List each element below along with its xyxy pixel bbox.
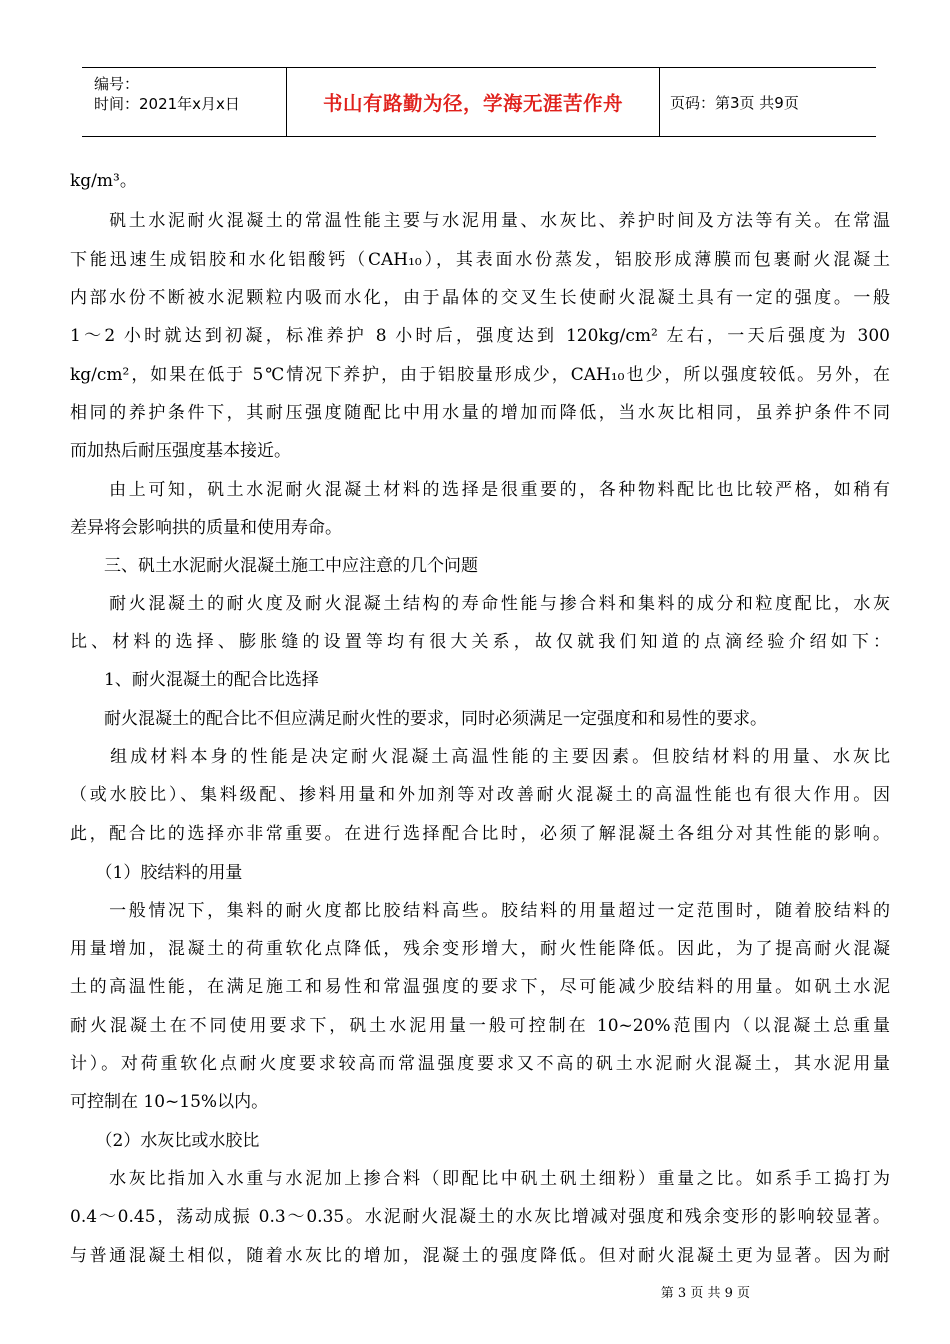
footer-page-number: 第 3 页 共 9 页 [660,1286,750,1301]
text-line: 1～2 小时就达到初凝，标准养护 8 小时后，强度达到 120kg/cm² 左右，一天后强度为 300 [70,326,890,346]
text-line: （或水胶比）、集料级配、掺料用量和外加剂等对改善耐火混凝土的高温性能也有很大作用。因 [70,785,890,805]
text-line: 由上可知，矾土水泥耐火混凝土材料的选择是很重要的，各种物料配比也比较严格，如稍有 [70,480,890,500]
text-line: 内部水份不断被水泥颗粒内吸而水化，由于晶体的交叉生长使耐火混凝土具有一定的强度。一般 [70,288,890,308]
text-line: 矾土水泥耐火混凝土的常温性能主要与水泥用量、水灰比、养护时间及方法等有关。在常温 [70,211,890,231]
text-line: 差异将会影响拱的质量和使用寿命。 [70,518,342,538]
text-line: 一般情况下，集料的耐火度都比胶结料高些。胶结料的用量超过一定范围时，随着胶结料的 [70,901,890,921]
text-line: 与普通混凝土相似，随着水灰比的增加，混凝土的强度降低。但对耐火混凝土更为显著。因为耐 [70,1246,890,1266]
text-line: 土的高温性能，在满足施工和易性和常温强度的要求下，尽可能减少胶结料的用量。如矾土水泥 [70,977,890,997]
header-page-cell [660,68,876,136]
text-line: 组成材料本身的性能是决定耐火混凝土高温性能的主要因素。但胶结材料的用量、水灰比 [70,747,890,767]
text-line: 相同的养护条件下，其耐压强度随配比中用水量的增加而降低，当水灰比相同，虽养护条件不同 [70,403,890,423]
motto-text: 书山有路勤为径，学海无涯苦作舟 [322,92,623,115]
text-line: 此，配合比的选择亦非常重要。在进行选择配合比时，必须了解混凝土各组分对其性能的影响。 [70,824,890,844]
text-line: 1、耐火混凝土的配合比选择 [70,670,319,690]
header-table [82,67,876,137]
page-label: 页码：第3页 共9页 [670,93,799,112]
text-line: kg/m³。 [70,171,137,191]
header-motto-cell [286,68,660,136]
text-line: （2）水灰比或水胶比 [70,1131,260,1151]
text-line: 比、材料的选择、膨胀缝的设置等均有很大关系，故仅就我们知道的点滴经验介绍如下： [70,632,890,652]
text-line: 而加热后耐压强度基本接近。 [70,441,291,461]
text-line: 耐火混凝土的耐火度及耐火混凝土结构的寿命性能与掺合料和集料的成分和粒度配比，水灰 [70,594,890,614]
serial-label: 编号： [94,75,140,93]
text-line: 耐火混凝土在不同使用要求下，矾土水泥用量一般可控制在 10~20%范围内（以混凝土总重量 [70,1016,890,1036]
text-line: 计）。对荷重软化点耐火度要求较高而常温强度要求又不高的矾土水泥耐火混凝土，其水泥用量 [70,1054,890,1074]
text-line: 用量增加，混凝土的荷重软化点降低，残余变形增大，耐火性能降低。因此，为了提高耐火混凝 [70,939,890,959]
text-line: kg/cm²，如果在低于 5℃情况下养护，由于铝胶量形成少，CAH₁₀也少，所以强度较低。另外，在 [70,365,890,385]
text-line: 可控制在 10~15%以内。 [70,1092,269,1112]
text-line: 耐火混凝土的配合比不但应满足耐火性的要求，同时必须满足一定强度和和易性的要求。 [70,709,767,729]
text-line: （1）胶结料的用量 [70,863,243,883]
text-line: 下能迅速生成铝胶和水化铝酸钙（CAH₁₀），其表面水份蒸发，铝胶形成薄膜而包裹耐火混凝土 [70,250,890,270]
text-line: 0.4～0.45，荡动成振 0.3～0.35。水泥耐火混凝土的水灰比增减对强度和残余变形的影响较显著。 [70,1207,890,1227]
date-label: 时间：2021年x月x日 [94,95,240,113]
text-line: 水灰比指加入水重与水泥加上掺合料（即配比中矾土矾土细粉）重量之比。如系手工捣打为 [70,1169,890,1189]
text-line: 三、矾土水泥耐火混凝土施工中应注意的几个问题 [70,556,478,576]
header-info-cell [82,68,286,136]
